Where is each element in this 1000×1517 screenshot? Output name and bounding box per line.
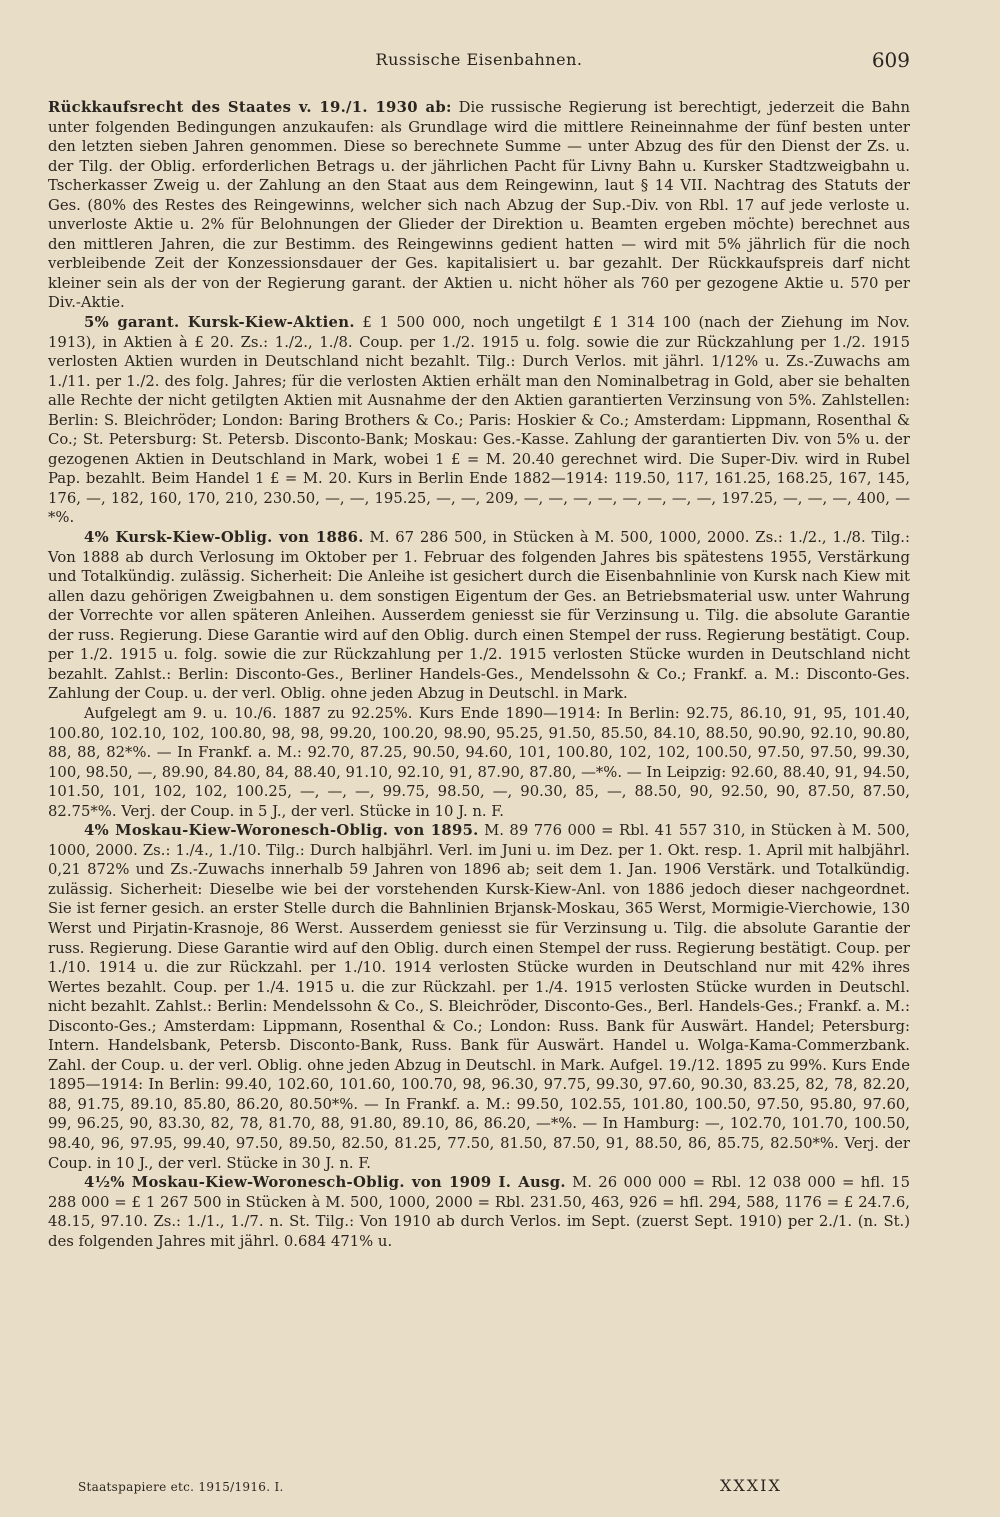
footer-publication: Staatspapiere etc. 1915/1916. I. [78,1480,284,1494]
paragraph-kursk-kiew-aktien [48,313,910,528]
footer-signature-mark: XXXIX [720,1476,782,1495]
page-number: 609 [871,48,910,72]
paragraph-text: M. 67 286 500, in Stücken à M. 500, 1000, 2000. Zs.: 1./2., 1./8. Tilg.: Von 1888 ab durch Verlosung im Oktober per 1. Februar des folgenden Jahres bis spätestens 1955, Verstärkung und Totalkündig. zulässig. Sicherheit: Die Anleihe ist gesichert durch die Eisenbahnlinie von Kursk nach Kiew mit allen dazu gehörigen Zweigbahnen u. dem sonstigen Eigentum der Ges. an Betriebsmaterial usw. unter Wahrung der Vorrechte vor allen späteren Anleihen. Ausserdem geniesst sie für Verzinsung u. Tilg. die absolute Garantie der russ. Regierung. Diese Garantie wird auf den Oblig. durch einen Stempel der russ. Regierung bestätigt. Coup. per 1./2. 1915 u. folg. sowie die zur Rückzahlung per 1./2. 1915 verlosten Stücke wurden in Deutschland nicht bezahlt. Zahlst.: Berlin: Disconto-Ges., Berliner Handels-Ges., Mendelssohn & Co.; Frankf. a. M.: Disconto-Ges. Zahlung der Coup. u. der verl. Oblig. ohne jeden Abzug in Deutschl. in Mark. [48,529,910,703]
paragraph-moskau-kiew-woronesch-1895 [48,821,910,1173]
page-footer [78,1476,798,1500]
paragraph-moskau-kiew-woronesch-1909 [48,1173,910,1251]
paragraph-text: Aufgelegt am 9. u. 10./6. 1887 zu 92.25%. Kurs Ende 1890—1914: In Berlin: 92.75, 86.10, 91, 95, 101.40, 100.80, 102.10, 102, 100.80, 98, 98, 99.20, 100.20, 98.90, 95.25, 91.50, 85.50, 84.10, 88.50, 90.90, 92.10, 90.80, 88, 88, 82*%. — In Frankf. a. M.: 92.70, 87.25, 90.50, 94.60, 101, 100.80, 102, 102, 100.50, 97.50, 97.50, 99.30, 100, 98.50, —, 89.90, 84.80, 84, 88.40, 91.10, 92.10, 91, 87.90, 87.80, —*%. — In Leipzig: 92.60, 88.40, 91, 94.50, 101.50, 101, 102, 102, 100.25, —, —, —, 99.75, 98.50, —, 90.30, 85, —, 88.50, 90, 92.50, 90, 87.50, 87.50, 82.75*%. Verj. der Coup. in 5 J., der verl. Stücke in 10 J. n. F. [48,704,910,820]
body-text [48,98,910,1251]
paragraph-heading: Rückkaufsrecht des Staates v. 19./1. 1930 ab: [48,99,452,116]
paragraph-heading: 4½% Moskau-Kiew-Woronesch-Oblig. von 1909 I. Ausg. [84,1174,566,1192]
paragraph-aufgelegt [48,704,910,821]
running-head [48,50,910,72]
paragraph-text: M. 26 000 000 = Rbl. 12 038 000 = hfl. 15 288 000 = £ 1 267 500 in Stücken à M. 500, 1000, 2000 = Rbl. 231.50, 463, 926 = hfl. 294, 588, 1176 = £ 24.7.6, 48.15, 97.10. Zs.: 1./1., 1./7. n. St. Tilg.: Von 1910 ab durch Verlos. im Sept. (zuerst Sept. 1910) per 2./1. (n. St.) des folgenden Jahres mit jährl. 0.684 471% u. [48,1174,910,1250]
paragraph-heading: 4% Moskau-Kiew-Woronesch-Oblig. von 1895. [84,822,479,840]
paragraph-heading: 5% garant. Kursk-Kiew-Aktien. [84,314,355,332]
paragraph-text: M. 89 776 000 = Rbl. 41 557 310, in Stücken à M. 500, 1000, 2000. Zs.: 1./4., 1./10. Tilg.: Durch halbjährl. Verl. im Juni u. im Dez. per 1. Okt. resp. 1. April mit halbjährl. 0,21 872% und Zs.-Zuwachs innerhalb 59 Jahren von 1896 ab; seit dem 1. Jan. 1906 Verstärk. und Totalkündig. zulässig. Sicherheit: Dieselbe wie bei der vorstehenden Kursk-Kiew-Anl. von 1886 jedoch dieser nachgeordnet. Sie ist ferner gesich. an erster Stelle durch die Bahnlinien Brjansk-Moskau, 365 Werst, Mormigie-Vierchowie, 130 Werst und Pirjatin-Krasnoje, 86 Werst. Ausserdem geniesst sie für Verzinsung u. Tilg. die absolute Garantie der russ. Regierung. Diese Garantie wird auf den Oblig. durch einen Stempel der russ. Regierung bestätigt. Coup. per 1./10. 1914 u. die zur Rückzahl. per 1./10. 1914 verlosten Stücke wurden in Deutschland nur mit 42% ihres Wertes bezahlt. Coup. per 1./4. 1915 u. die zur Rückzahl. per 1./4. 1915 verlosten Stücke wurden in Deutschl. nicht bezahlt. Zahlst.: Berlin: Mendelssohn & Co., S. Bleichröder, Disconto-Ges., Berl. Handels-Ges.; Frankf. a. M.: Disconto-Ges.; Amsterdam: Lippmann, Rosenthal & Co.; London: Russ. Bank für Auswärt. Handel; Petersburg: Intern. Handelsbank, Petersb. Disconto-Bank, Russ. Bank für Auswärt. Handel u. Wolga-Kama-Commerzbank. Zahl. der Coup. u. der verl. Oblig. ohne jeden Abzug in Deutschl. in Mark. Aufgel. 19./12. 1895 zu 99%. Kurs Ende 1895—1914: In Berlin: 99.40, 102.60, 101.60, 100.70, 98, 96.30, 97.75, 99.30, 97.60, 90.30, 83.25, 82, 78, 82.20, 88, 91.75, 89.10, 85.80, 86.20, 80.50*%. — In Frankf. a. M.: 99.50, 102.55, 101.80, 100.50, 97.50, 95.80, 97.60, 99, 96.25, 90, 83.30, 82, 78, 81.70, 88, 91.80, 89.10, 86, 86.20, —*%. — In Hamburg: —, 102.70, 101.70, 100.50, 98.40, 96, 97.95, 99.40, 97.50, 89.50, 82.50, 81.25, 77.50, 81.50, 87.50, 91, 88.50, 86, 85.75, 82.50*%. Verj. der Coup. in 10 J., der verl. Stücke in 30 J. n. F. [48,822,910,1172]
paragraph-text: £ 1 500 000, noch ungetilgt £ 1 314 100 (nach der Ziehung im Nov. 1913), in Aktien à £ 20. Zs.: 1./2., 1./8. Coup. per 1./2. 1915 u. folg. sowie die zur Rückzahlung per 1./2. 1915 verlosten Aktien wurden in Deutschland nicht bezahlt. Tilg.: Durch Verlos. mit jährl. 1/12% u. Zs.-Zuwachs am 1./11. per 1./2. des folg. Jahres; für die verlosten Aktien erhält man den Nominalbetrag in Gold, aber sie behalten alle Rechte der nicht getilgten Aktien mit Ausnahme der den Aktien garantierten Verzinsung von 5%. Zahlstellen: Berlin: S. Bleichröder; London: Baring Brothers & Co.; Paris: Hoskier & Co.; Amsterdam: Lippmann, Rosenthal & Co.; St. Petersburg: St. Petersb. Disconto-Bank; Moskau: Ges.-Kasse. Zahlung der garantierten Div. von 5% u. der gezogenen Aktien in Deutschland in Mark, wobei 1 £ = M. 20.40 gerechnet wird. Die Super-Div. wird in Rubel Pap. bezahlt. Beim Handel 1 £ = M. 20. Kurs in Berlin Ende 1882—1914: 119.50, 117, 161.25, 168.25, 167, 145, 176, —, 182, 160, 170, 210, 230.50, —, —, 195.25, —, —, 209, —, —, —, —, —, —, —, —, 197.25, —, —, —, 400, —*%. [48,314,911,527]
paragraph-rueckkaufsrecht [48,98,910,313]
paragraph-heading: 4% Kursk-Kiew-Oblig. von 1886. [84,529,364,547]
running-title: Russische Eisenbahnen. [375,50,583,69]
paragraph-kursk-kiew-oblig-1886 [48,528,910,704]
paragraph-text: Die russische Regierung ist berechtigt, jederzeit die Bahn unter folgenden Bedingungen anzukaufen: als Grundlage wird die mittlere Reineinnahme der fünf besten unter den letzten sieben Jahren genommen. Diese so berechnete Summe — unter Abzug des für den Dienst der Zs. u. der Tilg. der Oblig. erforderlichen Betrags u. der jährlichen Pacht für Livny Bahn u. Kursker Stadtzweigbahn u. Tscherkasser Zweig u. der Zahlung an den Staat aus dem Reingewinn, laut § 14 VII. Nachtrag des Statuts der Ges. (80% des Restes des Reingewinns, welcher sich nach Abzug der Sup.-Div. von Rbl. 17 auf jede verloste u. unverloste Aktie u. 2% für Belohnungen der Glieder der Direktion u. Beamten ergeben möchte) berechnet aus den mittleren Jahren, die zur Bestimm. des Reingewinns gedient hatten — wird mit 5% jährlich für die noch verbleibende Zeit der Konzessionsdauer der Ges. kapitalisiert u. bar gezahlt. Der Rückkaufspreis darf nicht kleiner sein als der von der Regierung garant. der Aktien u. nicht höher als 760 per gezogene Aktie u. 570 per Div.-Aktie. [48,99,910,312]
